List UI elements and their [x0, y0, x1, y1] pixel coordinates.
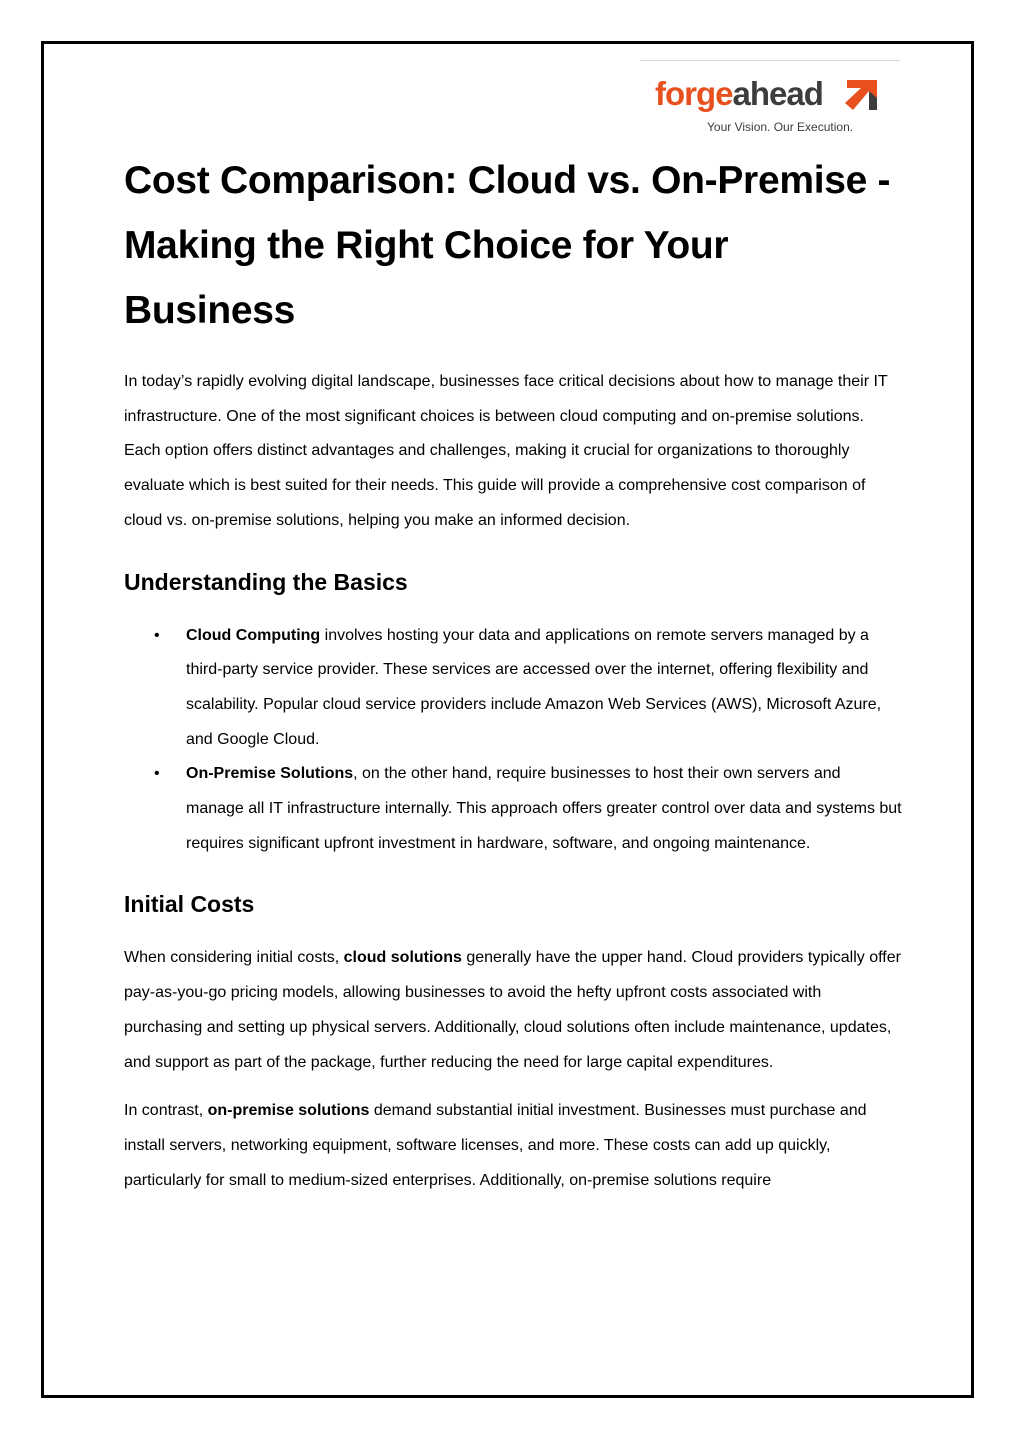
- header-rule: [640, 60, 900, 61]
- p2-text-before: In contrast,: [124, 1102, 208, 1120]
- heading-understanding-basics: Understanding the Basics: [124, 568, 408, 595]
- forgeahead-logo: [655, 74, 880, 134]
- p1-text-after: generally have the upper hand. Cloud providers typically offer pay-as-you-go pricing models, allowing businesses to avoid the hefty upfront costs associated with purchasing and setting up physical servers. Additionally, cloud solutions often include maintenance, updates, and support as part of the package, further reducing the need for large capital expenditures.: [124, 949, 901, 1071]
- logo-word-ahead: ahead: [732, 75, 823, 112]
- heading-initial-costs: Initial Costs: [124, 891, 255, 918]
- document-content: [124, 148, 902, 1198]
- logo-tagline: Your Vision. Our Execution.: [707, 120, 854, 134]
- arrow-logo-icon: [845, 80, 877, 110]
- text-cloud-computing: involves hosting your data and applications on remote servers managed by a third-party service provider. These services are accessed over the internet, offering flexibility and scalability. Popular cloud service providers include Amazon Web Services (AWS), Microsoft Azure, and Google Cloud.: [186, 626, 882, 748]
- document-title: Cost Comparison: Cloud vs. On-Premise - Making the Right Choice for Your Business: [124, 159, 891, 332]
- text-on-premise: , on the other hand, require businesses to host their own servers and manage all IT infrastructure internally. This approach offers greater control over data and systems but requires significant upfront investment in hardware, software, and ongoing maintenance.: [186, 765, 902, 852]
- p1-text-before: When considering initial costs,: [124, 949, 344, 967]
- initial-costs-paragraph-1: [124, 941, 902, 1080]
- logo-word-forge: forge: [655, 75, 733, 112]
- logo-wordmark: [655, 74, 823, 114]
- p2-bold-on-premise-solutions: on-premise solutions: [207, 1102, 370, 1120]
- p2-text-after: demand substantial initial investment. Businesses must purchase and install servers, networking equipment, software licenses, and more. These costs can add up quickly, particularly for small to medium-sized enterprises. Additionally, on-premise solutions require: [124, 1102, 867, 1189]
- list-item-cloud-computing: [124, 619, 902, 758]
- intro-paragraph: In today’s rapidly evolving digital landscape, businesses face critical decisions about how to manage their IT infrastructure. One of the most significant choices is between cloud computing and on-premise solutions. Each option offers distinct advantages and challenges, making it crucial for organizations to thoroughly evaluate which is best suited for their needs. This guide will provide a comprehensive cost comparison of cloud vs. on-premise solutions, helping you make an informed decision.: [124, 373, 888, 529]
- term-on-premise: On-Premise Solutions: [186, 765, 354, 783]
- initial-costs-paragraph-2: [124, 1094, 902, 1198]
- bullet-icon: •: [154, 626, 160, 644]
- basics-list: [124, 619, 902, 862]
- list-item-on-premise: [124, 757, 902, 861]
- p1-bold-cloud-solutions: cloud solutions: [343, 949, 462, 967]
- bullet-icon: •: [154, 765, 160, 783]
- term-cloud-computing: Cloud Computing: [186, 626, 321, 644]
